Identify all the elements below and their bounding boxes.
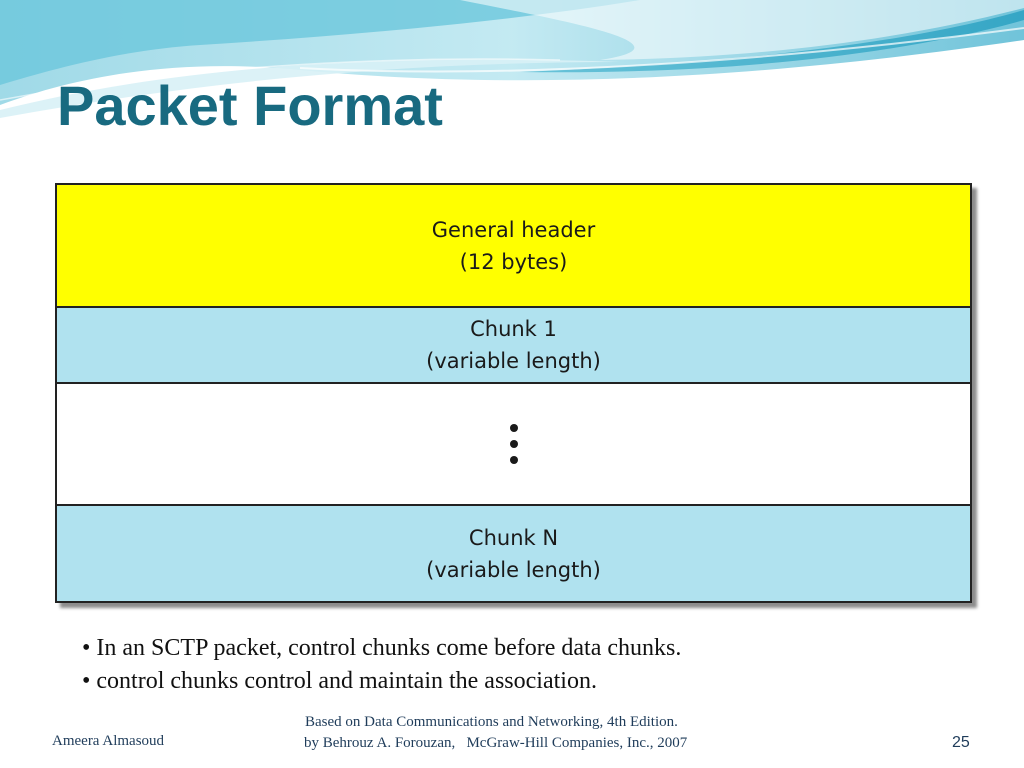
page-number: 25 <box>952 734 970 751</box>
general-header-label: General header <box>431 217 596 242</box>
chunk-n-block <box>57 506 970 601</box>
footer-source-line-2: by Behrouz A. Forouzan, McGraw-Hill Companies, Inc., 2007 <box>304 735 688 751</box>
vertical-ellipsis-icon <box>510 424 518 464</box>
ellipsis-block <box>57 384 970 506</box>
chunk-1-size: (variable length) <box>426 349 601 373</box>
bullet-item: • In an SCTP packet, control chunks come before data chunks. <box>82 635 682 661</box>
footer-source <box>304 712 687 754</box>
chunk-1-label: Chunk 1 <box>470 317 557 341</box>
general-header-size: (12 bytes) <box>459 249 568 274</box>
packet-format-diagram <box>55 183 972 603</box>
chunk-1-block <box>57 308 970 384</box>
general-header-block <box>57 185 970 308</box>
bullet-list <box>82 632 681 698</box>
chunk-n-label: Chunk N <box>468 525 559 550</box>
bullet-item: • control chunks control and maintain the association. <box>82 668 597 694</box>
chunk-n-size: (variable length) <box>426 557 601 582</box>
footer-author: Ameera Almasoud <box>52 733 165 749</box>
footer-source-line-1: Based on Data Communications and Networking, 4th Edition. <box>305 714 678 730</box>
slide-title: Packet Format <box>57 74 443 137</box>
